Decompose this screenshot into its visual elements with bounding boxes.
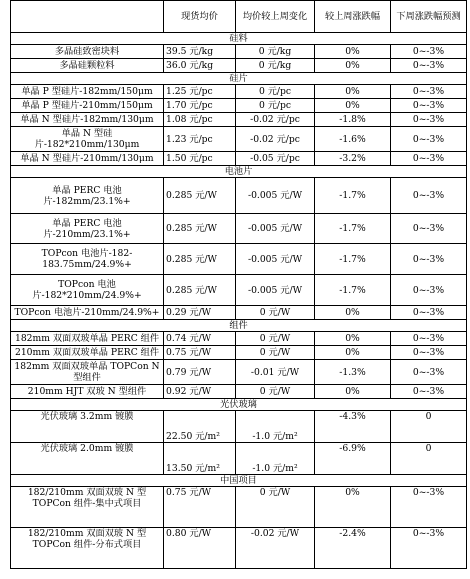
item-pct: -1.7% — [315, 214, 391, 244]
item-name: TOPcon 电池片-182-183.75mm/24.9%+ — [11, 244, 164, 275]
item-forecast: 0~-3% — [391, 113, 467, 127]
table-row — [11, 443, 467, 475]
item-pct: -3.2% — [315, 152, 391, 166]
item-price: 0.285 元/W — [164, 275, 236, 306]
item-forecast: 0~-3% — [391, 244, 467, 275]
item-name: 182/210mm 双面双玻 N 型 TOPCon 组件-分布式项目 — [11, 528, 164, 569]
item-forecast: 0~-3% — [391, 385, 467, 399]
item-pct: 0% — [315, 487, 391, 528]
section-title: 硅料 — [11, 33, 467, 45]
table-row — [11, 214, 467, 244]
item-forecast: 0~-3% — [391, 45, 467, 59]
table-row — [11, 244, 467, 275]
item-price: 0.80 元/W — [164, 528, 236, 569]
item-change: 0 元/kg — [236, 59, 315, 73]
item-forecast: 0~-3% — [391, 275, 467, 306]
item-name: TOPcon 电池片-210mm/24.9%+ — [11, 306, 164, 320]
price-table — [10, 0, 467, 569]
table-row — [11, 99, 467, 113]
table-row — [11, 178, 467, 214]
item-name: 182mm 双面双玻单晶 TOPCon N 型组件 — [11, 360, 164, 385]
header-forecast: 下周涨跌幅预测 — [391, 1, 467, 33]
item-pct: -6.9% — [315, 443, 391, 475]
item-name: 单晶 N 型硅片-182mm/130μm — [11, 113, 164, 127]
item-pct: -2.4% — [315, 528, 391, 569]
section-header — [11, 73, 467, 85]
table-row — [11, 275, 467, 306]
item-pct: -1.8% — [315, 113, 391, 127]
item-change: 0 元/W — [236, 332, 315, 346]
item-price: 1.25 元/pc — [164, 85, 236, 99]
item-price: 39.5 元/kg — [164, 45, 236, 59]
item-pct: 0% — [315, 346, 391, 360]
section-header — [11, 320, 467, 332]
item-name: 单晶 PERC 电池片-182mm/23.1%+ — [11, 178, 164, 214]
item-price: 0.285 元/W — [164, 214, 236, 244]
item-forecast: 0~-3% — [391, 528, 467, 569]
item-forecast: 0~-3% — [391, 178, 467, 214]
header-pct: 较上周涨跌幅 — [315, 1, 391, 33]
item-price: 13.50 元/m² — [164, 443, 236, 475]
section-title: 光伏玻璃 — [11, 399, 467, 411]
item-forecast: 0~-3% — [391, 306, 467, 320]
item-name: 光伏玻璃 3.2mm 镀膜 — [11, 411, 164, 443]
table-row — [11, 113, 467, 127]
item-forecast: 0~-3% — [391, 85, 467, 99]
item-name: 210mm HJT 双玻 N 型组件 — [11, 385, 164, 399]
item-pct: 0% — [315, 306, 391, 320]
item-name: 210mm 双面双玻单晶 PERC 组件 — [11, 346, 164, 360]
item-change: 0 元/pc — [236, 99, 315, 113]
item-forecast: 0~-3% — [391, 127, 467, 152]
table-row — [11, 528, 467, 569]
item-change: -0.005 元/W — [236, 275, 315, 306]
item-price: 0.75 元/W — [164, 487, 236, 528]
item-price: 1.50 元/pc — [164, 152, 236, 166]
item-name: 单晶 P 型硅片-210mm/150μm — [11, 99, 164, 113]
item-price: 36.0 元/kg — [164, 59, 236, 73]
item-name: 单晶 P 型硅片-182mm/150μm — [11, 85, 164, 99]
item-change: -0.05 元/pc — [236, 152, 315, 166]
item-change: -1.0 元/m² — [236, 443, 315, 475]
item-forecast: 0~-3% — [391, 346, 467, 360]
item-pct: -1.7% — [315, 244, 391, 275]
item-forecast: 0~-3% — [391, 214, 467, 244]
item-name: 光伏玻璃 2.0mm 镀膜 — [11, 443, 164, 475]
table-row — [11, 306, 467, 320]
section-title: 硅片 — [11, 73, 467, 85]
section-title: 组件 — [11, 320, 467, 332]
item-pct: -1.7% — [315, 178, 391, 214]
table-row — [11, 411, 467, 443]
table-row — [11, 346, 467, 360]
item-pct: -1.7% — [315, 275, 391, 306]
item-change: 0 元/W — [236, 346, 315, 360]
item-price: 0.79 元/W — [164, 360, 236, 385]
item-pct: 0% — [315, 45, 391, 59]
item-price: 22.50 元/m² — [164, 411, 236, 443]
item-pct: 0% — [315, 385, 391, 399]
item-forecast: 0~-3% — [391, 360, 467, 385]
section-title: 电池片 — [11, 166, 467, 178]
section-header — [11, 166, 467, 178]
item-pct: -4.3% — [315, 411, 391, 443]
item-price: 0.285 元/W — [164, 178, 236, 214]
item-price: 0.285 元/W — [164, 244, 236, 275]
item-change: -1.0 元/m² — [236, 411, 315, 443]
item-pct: 0% — [315, 59, 391, 73]
header-name — [11, 1, 164, 33]
table-row — [11, 45, 467, 59]
item-change: -0.02 元/W — [236, 528, 315, 569]
item-name: TOPcon 电池片-182*210mm/24.9%+ — [11, 275, 164, 306]
item-forecast: 0~-3% — [391, 487, 467, 528]
table-row — [11, 385, 467, 399]
header-price: 现货均价 — [164, 1, 236, 33]
item-name: 182mm 双面双玻单晶 PERC 组件 — [11, 332, 164, 346]
item-forecast: 0~-3% — [391, 59, 467, 73]
item-change: 0 元/W — [236, 306, 315, 320]
item-name: 多晶硅颗粒料 — [11, 59, 164, 73]
item-price: 1.23 元/pc — [164, 127, 236, 152]
item-forecast: 0~-3% — [391, 99, 467, 113]
table-row — [11, 487, 467, 528]
item-change: -0.01 元/W — [236, 360, 315, 385]
item-forecast: 0~-3% — [391, 332, 467, 346]
item-pct: -1.6% — [315, 127, 391, 152]
header-change: 均价较上周变化 — [236, 1, 315, 33]
table-row — [11, 332, 467, 346]
table-row — [11, 127, 467, 152]
item-name: 单晶 N 型硅片-210mm/130μm — [11, 152, 164, 166]
item-name: 单晶 PERC 电池片-210mm/23.1%+ — [11, 214, 164, 244]
item-change: 0 元/W — [236, 487, 315, 528]
item-pct: 0% — [315, 85, 391, 99]
item-change: 0 元/W — [236, 385, 315, 399]
item-price: 0.74 元/W — [164, 332, 236, 346]
item-change: 0 元/kg — [236, 45, 315, 59]
item-name: 多晶硅致密块料 — [11, 45, 164, 59]
item-pct: -1.3% — [315, 360, 391, 385]
section-header — [11, 399, 467, 411]
item-forecast: 0~-3% — [391, 152, 467, 166]
item-price: 1.08 元/pc — [164, 113, 236, 127]
table-row — [11, 85, 467, 99]
table-row — [11, 59, 467, 73]
item-price: 0.92 元/W — [164, 385, 236, 399]
item-pct: 0% — [315, 99, 391, 113]
item-pct: 0% — [315, 332, 391, 346]
item-price: 1.70 元/pc — [164, 99, 236, 113]
item-price: 0.75 元/W — [164, 346, 236, 360]
item-name: 单晶 N 型硅片-182*210mm/130μm — [11, 127, 164, 152]
section-header — [11, 33, 467, 45]
table-row — [11, 360, 467, 385]
item-name: 182/210mm 双面双玻 N 型 TOPCon 组件-集中式项目 — [11, 487, 164, 528]
item-forecast: 0 — [391, 443, 467, 475]
header-row — [11, 1, 467, 33]
section-header — [11, 475, 467, 487]
item-forecast: 0 — [391, 411, 467, 443]
item-change: -0.005 元/W — [236, 244, 315, 275]
item-change: -0.005 元/W — [236, 214, 315, 244]
item-change: -0.005 元/W — [236, 178, 315, 214]
item-change: 0 元/pc — [236, 85, 315, 99]
table-row — [11, 152, 467, 166]
section-title: 中国项目 — [11, 475, 467, 487]
item-change: -0.02 元/pc — [236, 113, 315, 127]
item-price: 0.29 元/W — [164, 306, 236, 320]
item-change: -0.02 元/pc — [236, 127, 315, 152]
